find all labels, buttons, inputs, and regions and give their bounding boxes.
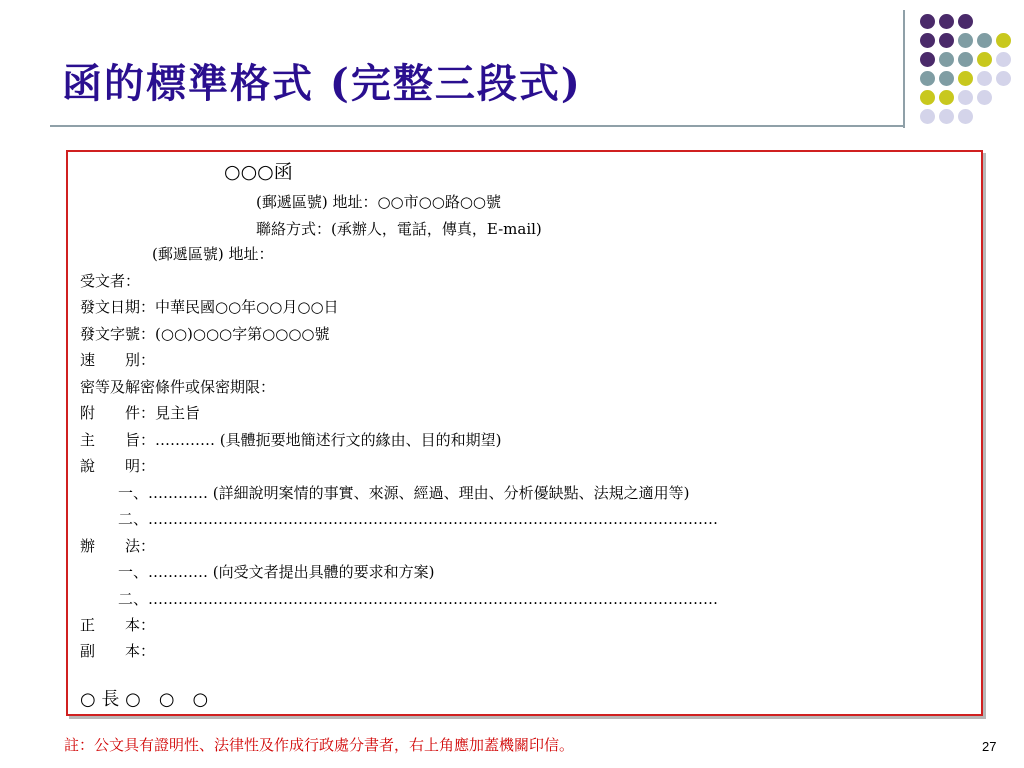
slide-title: 函的標準格式 (完整三段式) [62,60,582,107]
method-line: 辦 法： [80,537,156,555]
explanation-item-1: 一、………… (詳細說明案情的事實、來源、經過、理由、分析優缺點、法規之適用等) [118,484,690,502]
decorative-dot [958,71,973,86]
page-number: 27 [982,739,997,754]
decorative-dot [939,33,954,48]
decorative-dot [996,33,1011,48]
decorative-dot [958,90,973,105]
contact-info: 聯絡方式：(承辦人，電話，傳真，E-mail) [256,220,542,238]
decorative-dot [977,33,992,48]
copy-line: 副 本： [80,642,156,660]
decorative-dot [939,109,954,124]
decorative-dot [920,33,935,48]
footnote: 註：公文具有證明性、法律性及作成行政處分書者，右上角應加蓋機關印信。 [64,736,575,754]
attachment-line: 附 件：見主旨 [80,404,201,422]
decorative-dot [958,14,973,29]
subject-line: 主 旨：………… (具體扼要地簡述行文的緣由、目的和期望) [80,431,502,449]
document-frame [66,150,983,716]
decorative-dot [920,90,935,105]
decorative-dot [996,52,1011,67]
original-line: 正 本： [80,616,156,634]
decorative-dot [958,109,973,124]
decorative-dot [977,90,992,105]
explanation-item-2: 二、…………………………………………………………………………………………………… [118,510,719,528]
decorative-dot [977,52,992,67]
decorative-dot [977,71,992,86]
decorative-dot [920,14,935,29]
decorative-dot [996,71,1011,86]
decorative-dot [958,52,973,67]
decorative-dot [920,52,935,67]
decorative-dot [939,52,954,67]
recipient-line: 受文者： [80,272,141,290]
method-item-2: 二、…………………………………………………………………………………………………… [118,590,719,608]
decorative-dot [939,14,954,29]
title-divider [50,125,905,127]
decorative-dot-grid [918,14,1024,124]
decorative-dot [920,109,935,124]
signature-line: ○ 長 ○ ○ ○ [80,689,209,710]
doc-number-line: 發文字號：(○○)○○○字第○○○○號 [80,325,330,343]
document-heading: ○○○函 [224,161,293,183]
vertical-divider [903,10,905,128]
speed-line: 速 別： [80,351,156,369]
decorative-dot [939,90,954,105]
secrecy-line: 密等及解密條件或保密期限： [80,378,276,396]
decorative-dot [920,71,935,86]
sender-address: (郵遞區號) 地址：○○市○○路○○號 [256,193,502,211]
recipient-address: (郵遞區號) 地址： [152,245,274,263]
decorative-dot [939,71,954,86]
method-item-1: 一、………… (向受文者提出具體的要求和方案) [118,563,435,581]
date-line: 發文日期：中華民國○○年○○月○○日 [80,298,339,316]
decorative-dot [958,33,973,48]
explanation-line: 說 明： [80,457,156,475]
